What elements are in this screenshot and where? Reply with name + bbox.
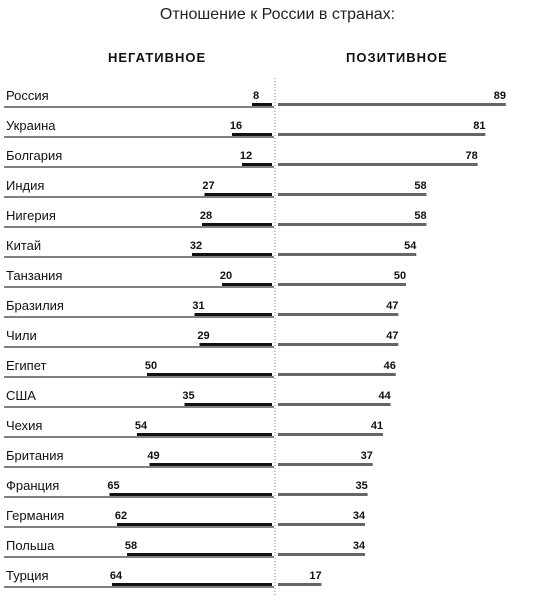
category-label: Германия bbox=[6, 508, 65, 523]
category-label: Чили bbox=[6, 328, 37, 343]
positive-column-header: ПОЗИТИВНОЕ bbox=[346, 50, 448, 65]
positive-bar bbox=[278, 193, 426, 196]
positive-bar bbox=[278, 583, 322, 586]
positive-value-label: 46 bbox=[383, 360, 396, 372]
negative-bar bbox=[195, 313, 273, 316]
category-label: Чехия bbox=[6, 418, 43, 433]
positive-value-label: 41 bbox=[370, 420, 384, 432]
positive-value-label: 78 bbox=[465, 150, 478, 162]
positive-value-label: 47 bbox=[386, 300, 399, 312]
positive-value-label: 50 bbox=[393, 270, 407, 282]
category-label: США bbox=[6, 388, 36, 403]
positive-value-label: 17 bbox=[309, 570, 322, 582]
positive-bar bbox=[278, 253, 416, 256]
positive-bar bbox=[278, 343, 398, 346]
negative-bar bbox=[110, 493, 273, 496]
positive-bar bbox=[278, 103, 506, 106]
negative-value-label: 29 bbox=[197, 330, 210, 342]
positive-bar bbox=[278, 493, 368, 496]
negative-value-label: 16 bbox=[229, 120, 243, 132]
positive-bar bbox=[278, 313, 398, 316]
negative-bar bbox=[192, 253, 272, 256]
negative-value-label: 27 bbox=[202, 180, 215, 192]
category-label: Турция bbox=[6, 568, 49, 583]
negative-bar bbox=[137, 433, 272, 436]
positive-bar bbox=[278, 553, 365, 556]
negative-bar bbox=[205, 193, 273, 196]
negative-value-label: 8 bbox=[252, 90, 260, 102]
category-label: Бразилия bbox=[6, 298, 64, 313]
chart-title: Отношение к России в странах: bbox=[159, 6, 396, 23]
negative-column-header: НЕГАТИВНОЕ bbox=[108, 50, 207, 65]
positive-bar bbox=[278, 133, 485, 136]
negative-bar bbox=[242, 163, 272, 166]
negative-bar bbox=[202, 223, 272, 226]
positive-bar bbox=[278, 403, 391, 406]
negative-value-label: 32 bbox=[189, 240, 203, 252]
positive-bar bbox=[278, 373, 396, 376]
positive-value-label: 54 bbox=[404, 240, 417, 252]
negative-value-label: 35 bbox=[182, 390, 195, 402]
negative-bar bbox=[252, 103, 272, 106]
negative-bar bbox=[232, 133, 272, 136]
negative-value-label: 12 bbox=[239, 150, 253, 162]
positive-value-label: 58 bbox=[414, 180, 427, 192]
category-label: Китай bbox=[6, 238, 42, 253]
category-label: Россия bbox=[6, 88, 49, 103]
negative-value-label: 64 bbox=[109, 570, 123, 582]
negative-bar bbox=[112, 583, 272, 586]
positive-value-label: 35 bbox=[355, 480, 368, 492]
negative-value-label: 65 bbox=[107, 480, 120, 492]
negative-bar bbox=[222, 283, 272, 286]
negative-value-label: 54 bbox=[134, 420, 148, 432]
category-label: Египет bbox=[6, 358, 47, 373]
category-label: Нигерия bbox=[6, 208, 56, 223]
negative-value-label: 50 bbox=[144, 360, 158, 372]
negative-bar bbox=[150, 463, 273, 466]
negative-bar bbox=[127, 553, 272, 556]
negative-bar bbox=[185, 403, 273, 406]
positive-value-label: 58 bbox=[414, 210, 427, 222]
positive-value-label: 34 bbox=[352, 540, 366, 552]
negative-value-label: 62 bbox=[114, 510, 128, 522]
negative-bar bbox=[147, 373, 272, 376]
positive-value-label: 47 bbox=[386, 330, 399, 342]
category-label: Болгария bbox=[6, 148, 63, 163]
positive-bar bbox=[278, 283, 406, 286]
negative-bar bbox=[200, 343, 273, 346]
negative-value-label: 58 bbox=[124, 540, 138, 552]
negative-value-label: 20 bbox=[219, 270, 233, 282]
category-label: Британия bbox=[6, 448, 64, 463]
category-label: Польша bbox=[6, 538, 55, 553]
category-label: Индия bbox=[6, 178, 45, 193]
category-label: Франция bbox=[6, 478, 60, 493]
positive-bar bbox=[278, 433, 383, 436]
positive-value-label: 34 bbox=[352, 510, 366, 522]
positive-value-label: 89 bbox=[493, 90, 506, 102]
category-label: Украина bbox=[6, 118, 56, 133]
negative-bar bbox=[117, 523, 272, 526]
positive-bar bbox=[278, 223, 426, 226]
positive-value-label: 37 bbox=[360, 450, 373, 462]
negative-value-label: 31 bbox=[192, 300, 205, 312]
positive-bar bbox=[278, 523, 365, 526]
positive-value-label: 44 bbox=[378, 390, 391, 402]
category-label: Танзания bbox=[6, 268, 63, 283]
positive-bar bbox=[278, 463, 373, 466]
negative-value-label: 28 bbox=[199, 210, 213, 222]
positive-value-label: 81 bbox=[473, 120, 486, 132]
positive-bar bbox=[278, 163, 478, 166]
negative-value-label: 49 bbox=[147, 450, 160, 462]
